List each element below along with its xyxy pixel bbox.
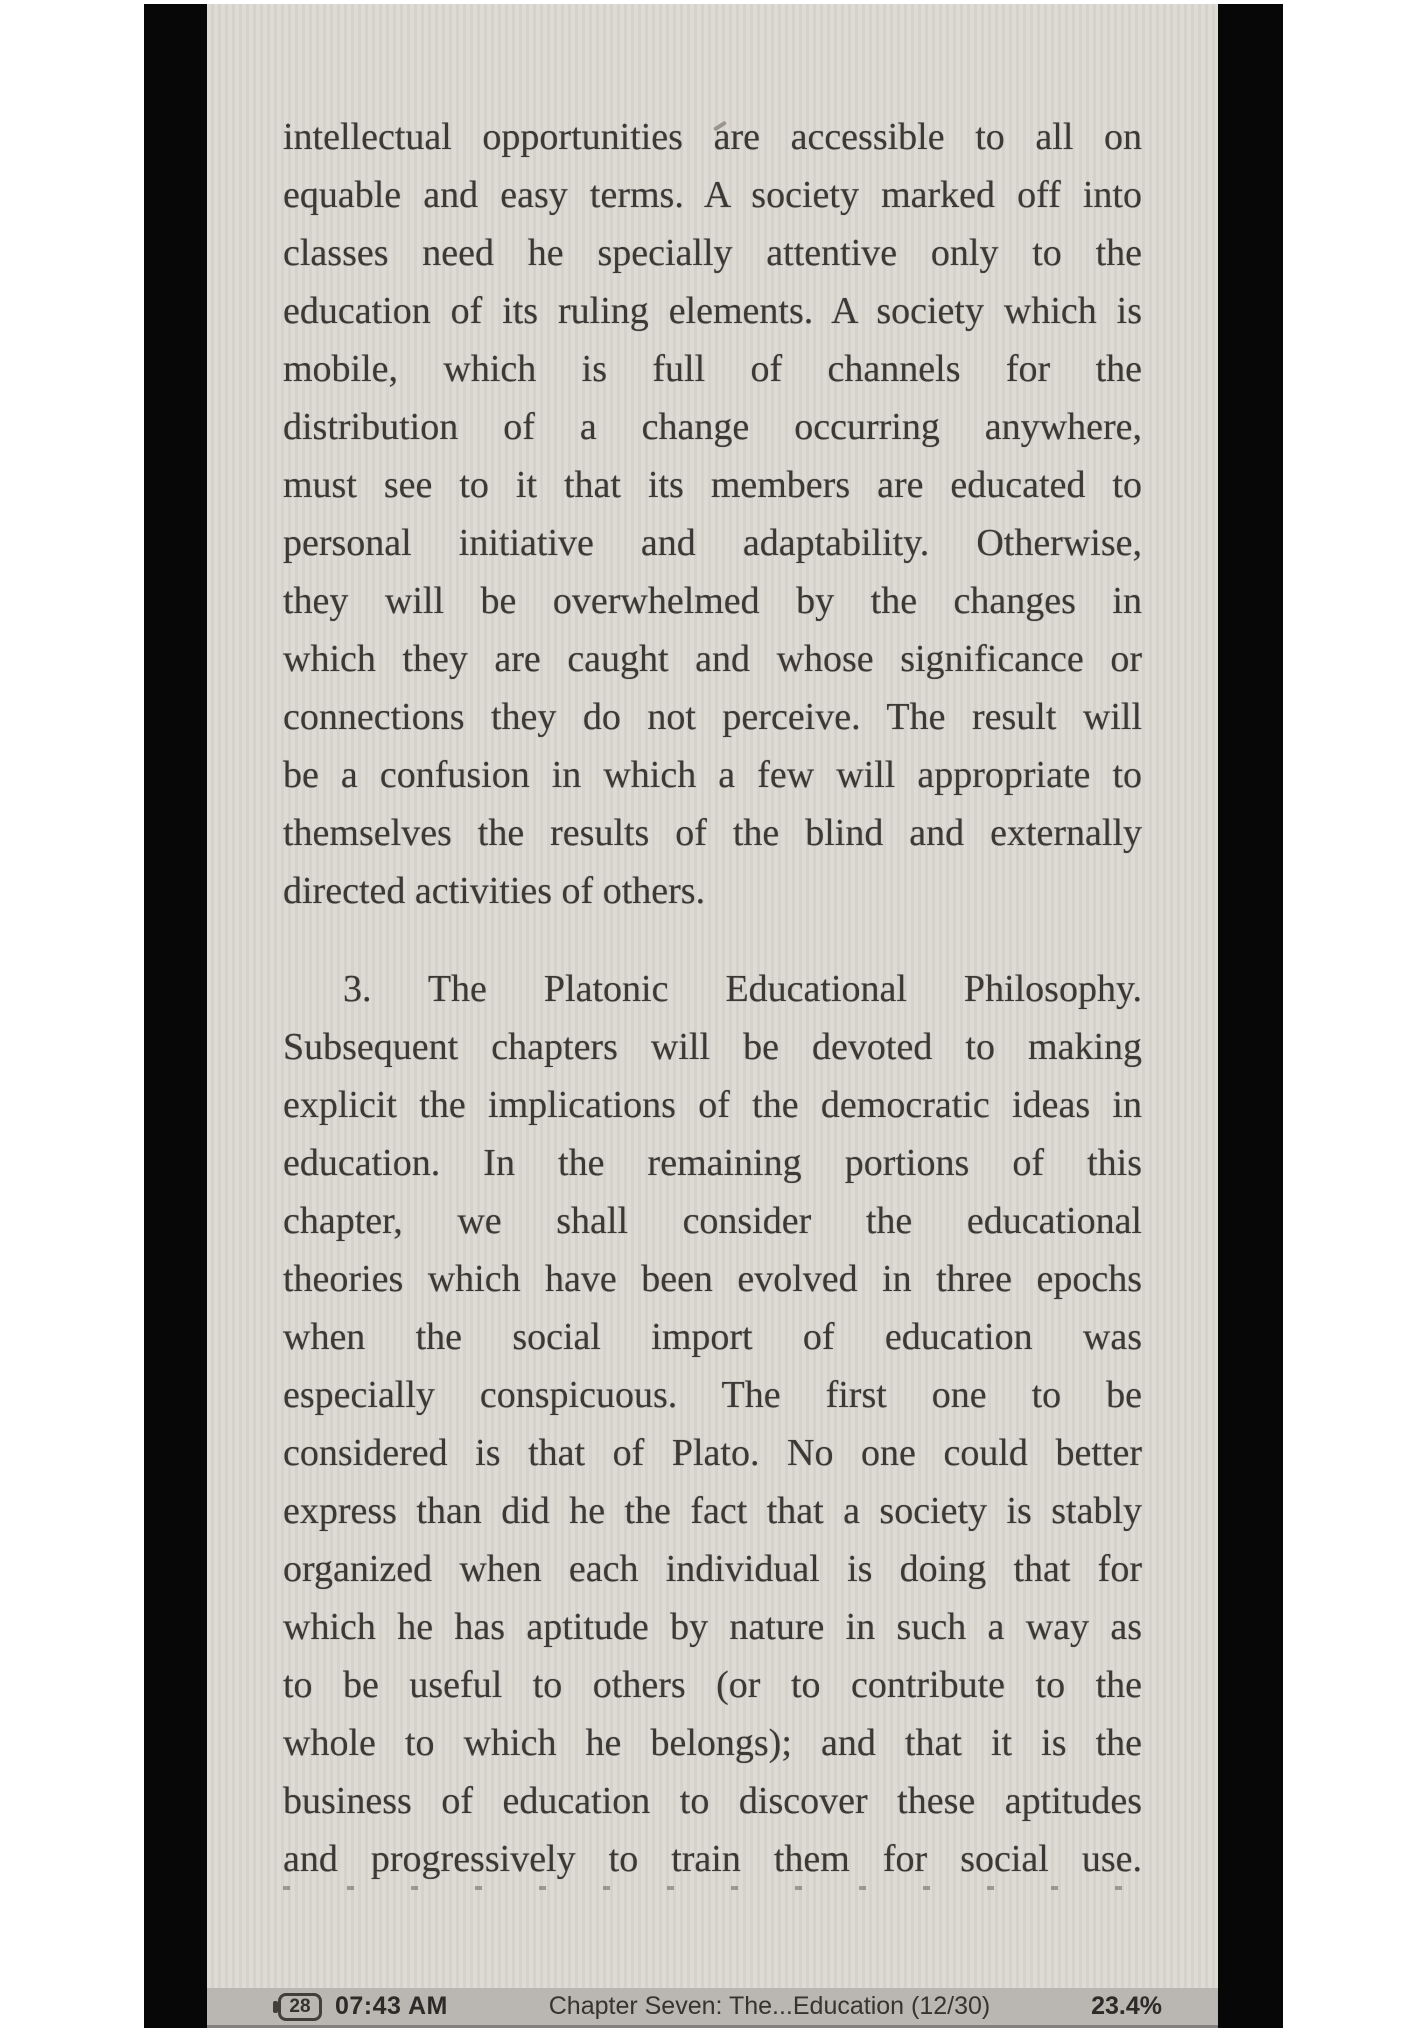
text-line: whole to which he belongs); and that it is the	[283, 1722, 1142, 1764]
clock-time: 07:43 AM	[335, 1992, 448, 2020]
text-line: to be useful to others (or to contribute to the	[283, 1664, 1142, 1706]
text-line: express than did he the fact that a society is stably	[283, 1490, 1142, 1532]
text-line: intellectual opportunities are accessible to all on	[283, 116, 1142, 158]
paragraph	[283, 108, 1142, 920]
text-line: education. In the remaining portions of this	[283, 1142, 1142, 1184]
text-line: personal initiative and adaptability. Otherwise,	[283, 522, 1142, 564]
text-line: which they are caught and whose significance or	[283, 638, 1142, 680]
text-line: chapter, we shall consider the educational	[283, 1200, 1142, 1242]
reader-screen	[144, 4, 1283, 2028]
text-line: they will be overwhelmed by the changes in	[283, 580, 1142, 622]
book-page[interactable]	[207, 4, 1218, 2028]
text-line: and progressively to train them for social use.	[283, 1838, 1142, 1880]
text-line: equable and easy terms. A society marked off into	[283, 174, 1142, 216]
paragraph	[283, 960, 1142, 1888]
text-line: especially conspicuous. The first one to be	[283, 1374, 1142, 1416]
battery-icon	[278, 1993, 322, 2021]
text-line: must see to it that its members are educated to	[283, 464, 1142, 506]
text-line: 3. The Platonic Educational Philosophy.	[343, 968, 1142, 1010]
chapter-title: Chapter Seven: The...Education (12/30)	[548, 1992, 991, 2020]
status-left-group	[278, 1992, 448, 2021]
text-line: education of its ruling elements. A society which is	[283, 290, 1142, 332]
text-line: be a confusion in which a few will appropriate to	[283, 754, 1142, 796]
text-line: when the social import of education was	[283, 1316, 1142, 1358]
text-line: business of education to discover these aptitudes	[283, 1780, 1142, 1822]
text-line: explicit the implications of the democratic ideas in	[283, 1084, 1142, 1126]
text-line: organized when each individual is doing that for	[283, 1548, 1142, 1590]
text-line: theories which have been evolved in three epochs	[283, 1258, 1142, 1300]
battery-level: 28	[289, 1995, 311, 2017]
text-line: mobile, which is full of channels for the	[283, 348, 1142, 390]
text-line: distribution of a change occurring anywhere,	[283, 406, 1142, 448]
reading-progress-percent: 23.4%	[1091, 1992, 1162, 2020]
text-line: themselves the results of the blind and externally	[283, 812, 1142, 854]
page-text	[283, 108, 1142, 1928]
clipped-text-line	[283, 1886, 1142, 1890]
text-line: classes need he specially attentive only to the	[283, 232, 1142, 274]
text-line: considered is that of Plato. No one could better	[283, 1432, 1142, 1474]
text-line: Subsequent chapters will be devoted to making	[283, 1026, 1142, 1068]
text-line: connections they do not perceive. The result will	[283, 696, 1142, 738]
status-bar[interactable]	[207, 1988, 1218, 2028]
text-line: directed activities of others.	[283, 870, 706, 912]
text-line: which he has aptitude by nature in such a way as	[283, 1606, 1142, 1648]
